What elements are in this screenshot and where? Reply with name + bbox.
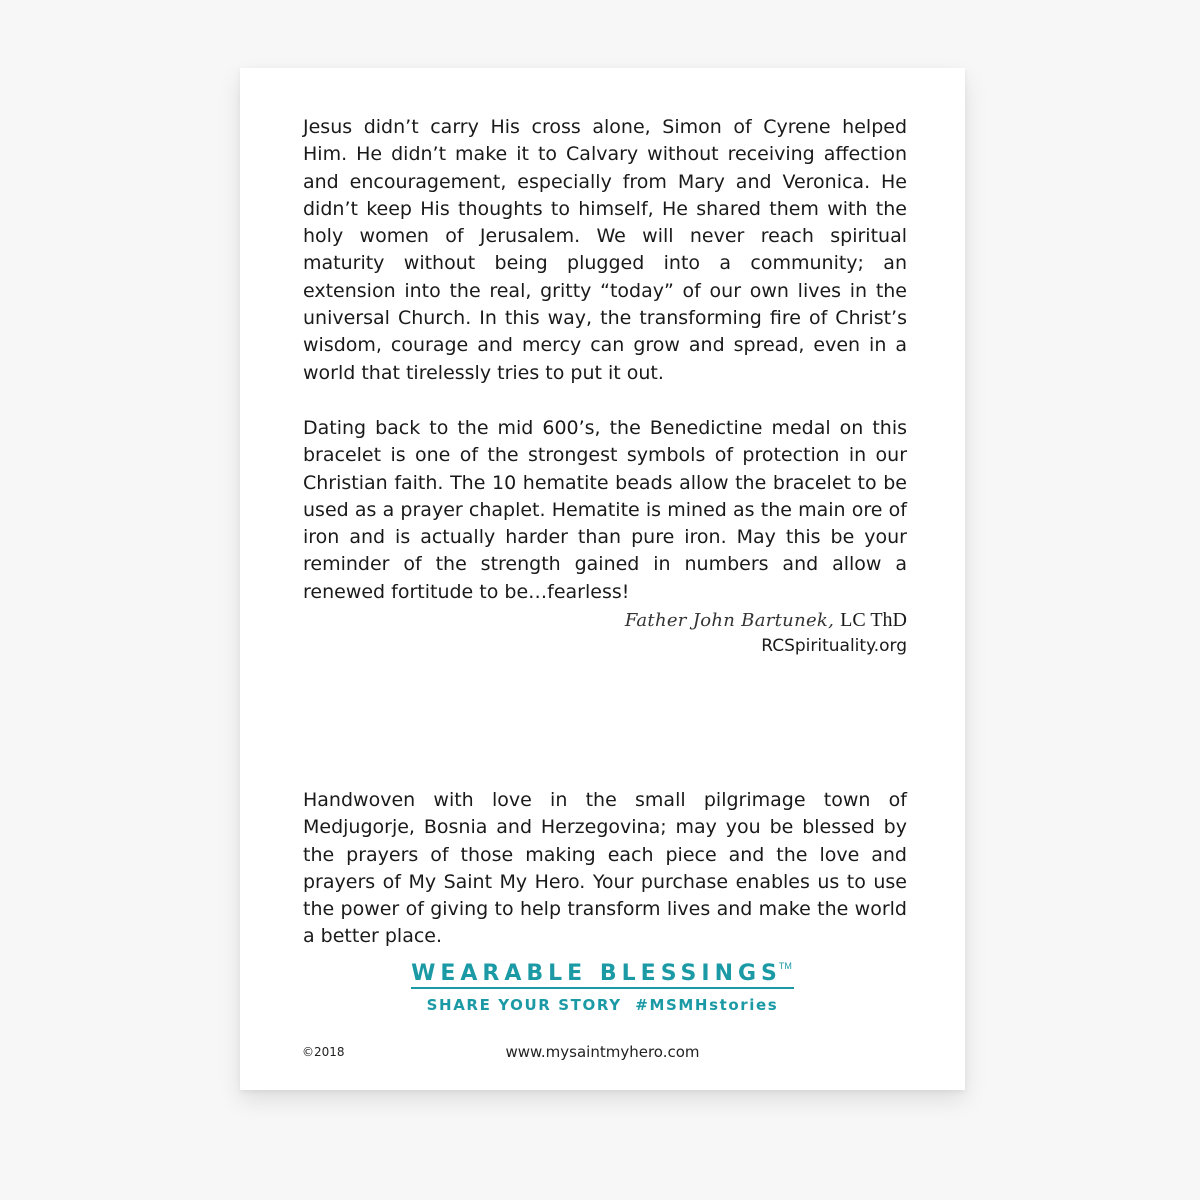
reflection-paragraph: Jesus didn’t carry His cross alone, Simon of Cyrene helped Him. He didn’t make it to Calvary without receiving affection and encouragement, especially from Mary and Veronica. He didn’t keep His thoughts to himself, He shared them with the holy women of Jerusalem. We will never reach spiritual maturity without being plugged into a community; an extension into the real, gritty “today” of our own lives in the universal Church. In this way, the transforming fire of Christ’s wisdom, courage and mercy can grow and spread, even in a world that tirelessly tries to put it out. (303, 116, 907, 384)
signature-line (625, 609, 907, 632)
brand-title-underline (411, 961, 794, 989)
copyright-notice: ©2018 (302, 1045, 345, 1059)
printed-card (240, 68, 965, 1090)
footer-website: www.mysaintmyhero.com (505, 1043, 700, 1061)
medal-description-paragraph: Dating back to the mid 600’s, the Benedictine medal on this bracelet is one of the strongest symbols of protection in our Christian faith. The 10 hematite beads allow the bracelet to be used as a prayer chaplet. Hematite is mined as the main ore of iron and is actually harder than pure iron. May this be your reminder of the strength gained in numbers and allow a renewed fortitude to be…fearless! (303, 417, 907, 603)
author-signature: Father John Bartunek, (624, 610, 835, 631)
attribution (625, 609, 907, 656)
author-credentials: LC ThD (840, 609, 907, 631)
trademark-mark: TM (778, 961, 792, 971)
brand-tagline: SHARE YOUR STORY #MSMHstories (426, 996, 779, 1014)
author-website: RCSpirituality.org (761, 636, 907, 656)
brand-block (240, 961, 965, 1014)
handwoven-paragraph: Handwoven with love in the small pilgrimage town of Medjugorje, Bosnia and Herzegovina; may you be blessed by the prayers of those making each piece and the love and prayers of My Saint My Hero. Your purchase enables us to use the power of giving to help transform lives and make the world a better place. (303, 789, 907, 948)
brand-title: WEARABLE BLESSINGS (411, 961, 782, 986)
